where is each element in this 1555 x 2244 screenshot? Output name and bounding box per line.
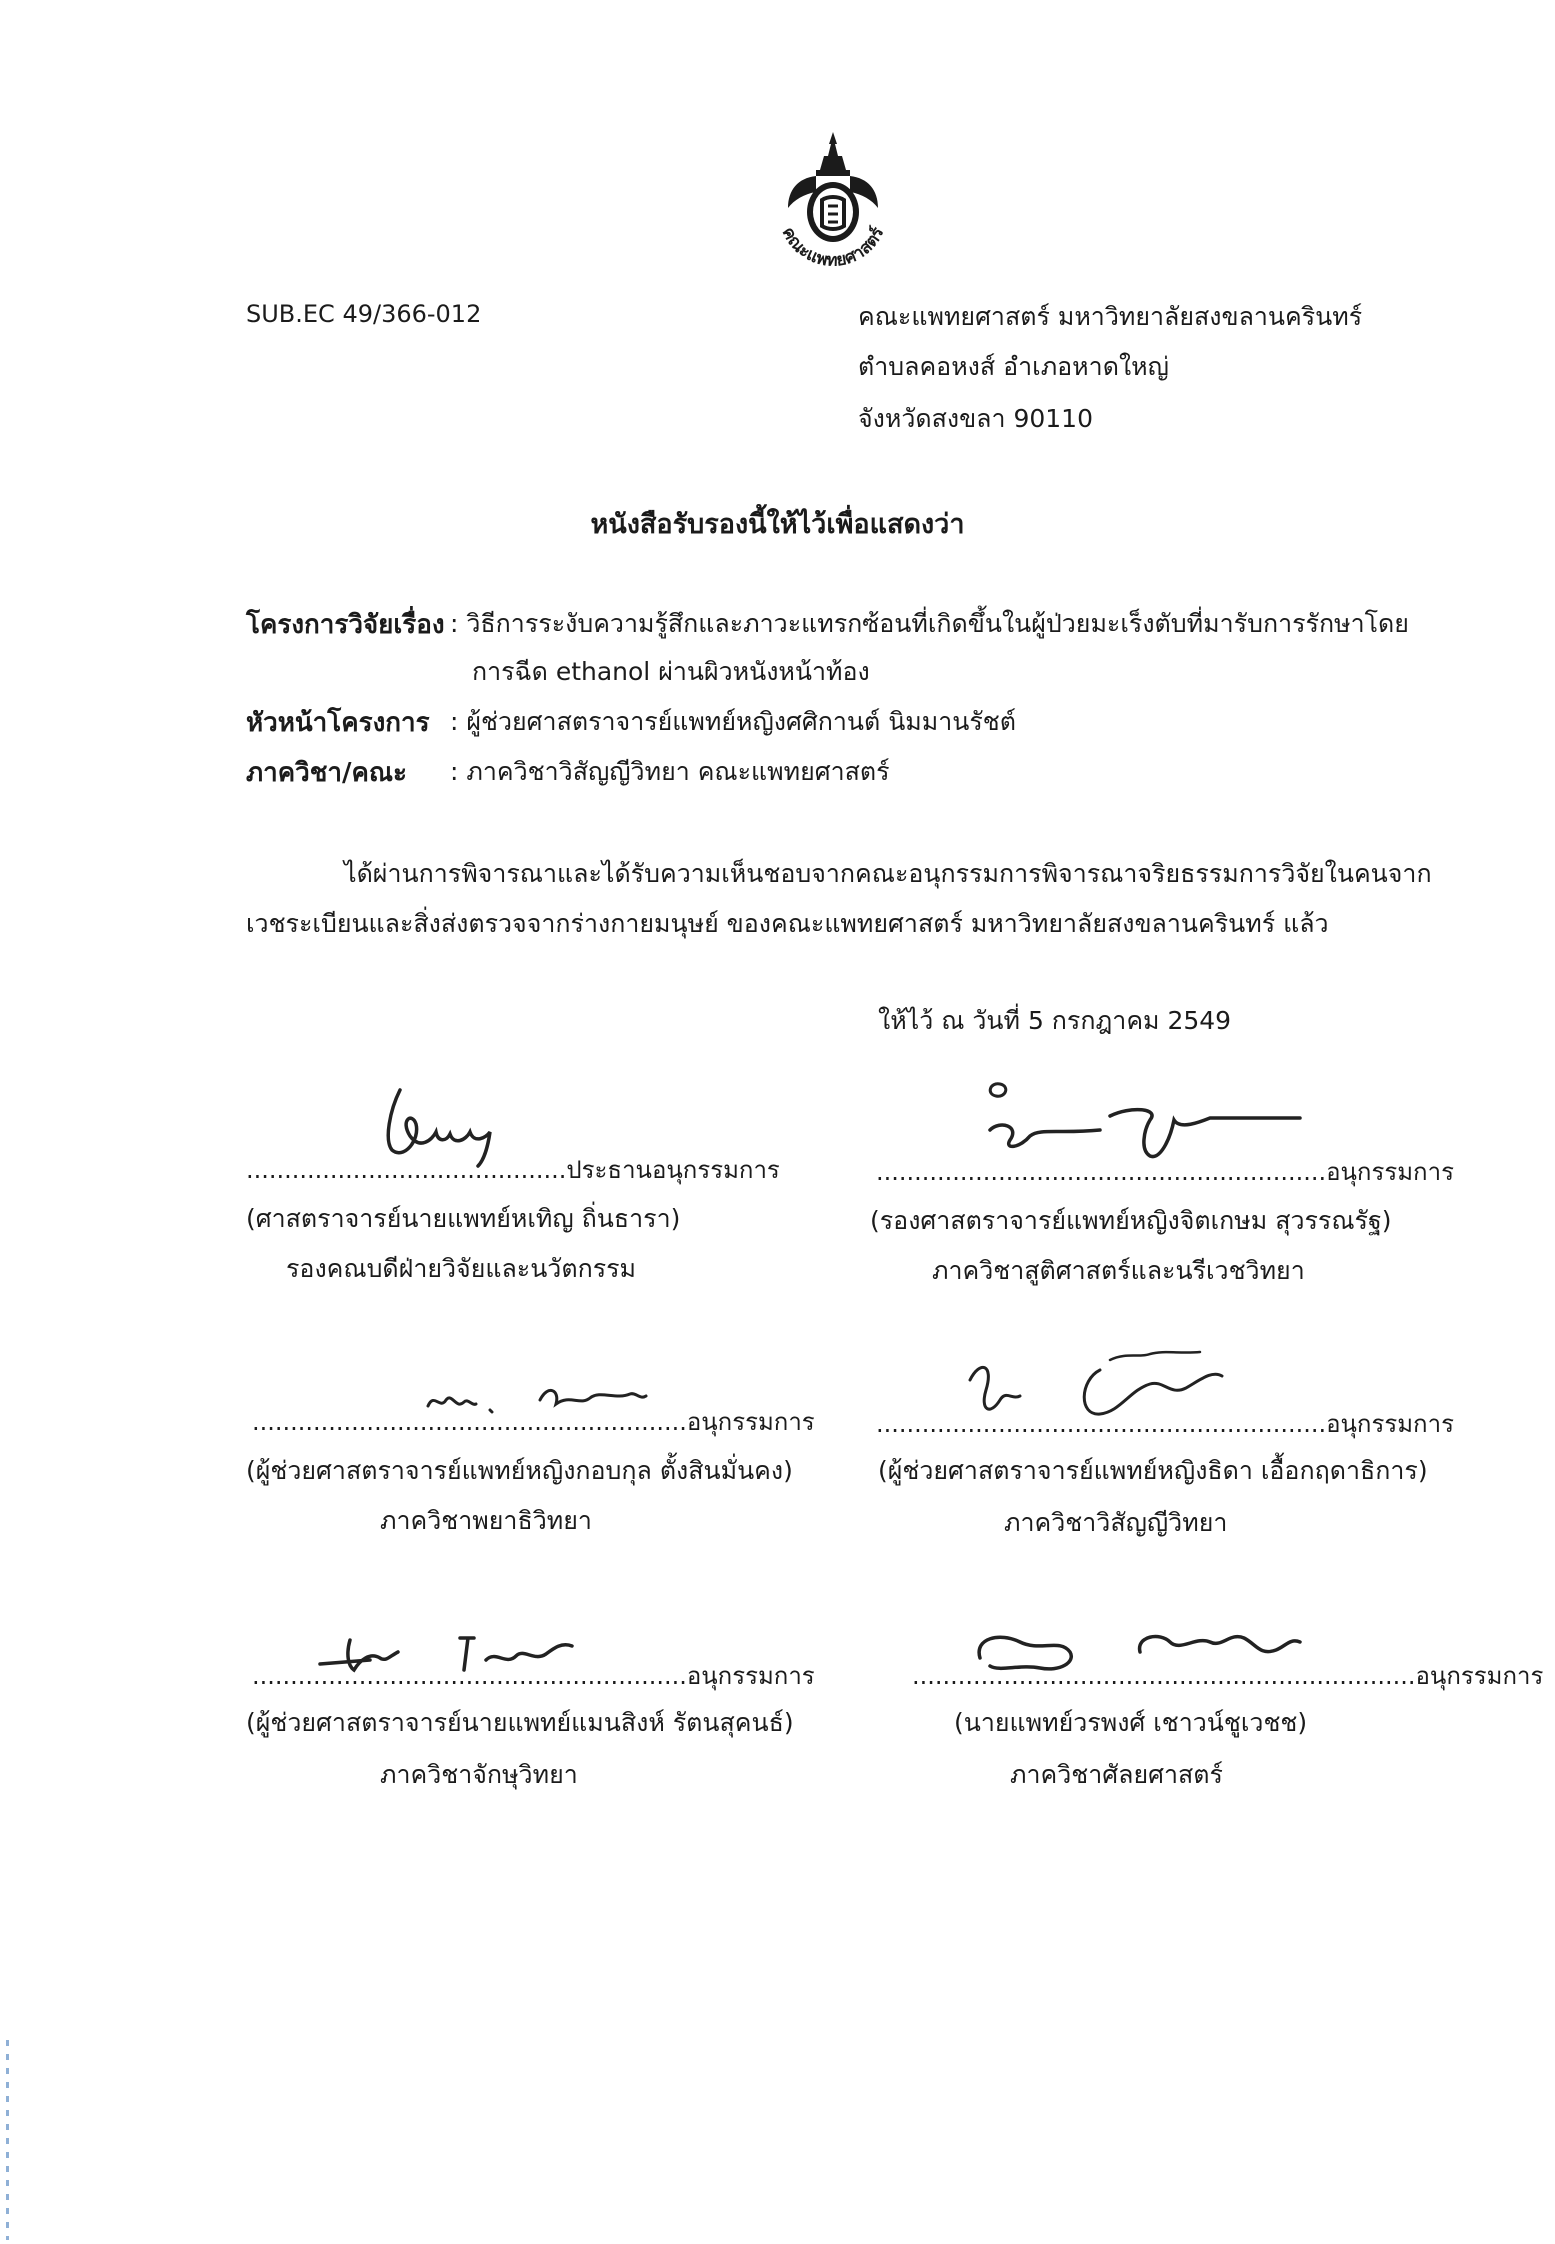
signatory-name-6: (นายแพทย์วรพงศ์ เชาวน์ชูเวชช) [954,1708,1308,1737]
signatory-position-6: ภาควิชาศัลยศาสตร์ [1010,1760,1223,1789]
address-line-3: จังหวัดสงขลา 90110 [858,404,1093,433]
project-title-label: โครงการวิจัยเรื่อง [246,610,445,640]
department-value: : ภาควิชาวิสัญญีวิทยา คณะแพทยศาสตร์ [450,757,890,786]
project-head-label: หัวหน้าโครงการ [246,708,430,738]
signature-line-2: ...........................................................อนุกรรมการ [876,1158,1454,1186]
scan-edge-artifact [6,2040,9,2240]
signature-line-6: ..................................................................อนุกรรมการ [912,1662,1544,1690]
signatory-name-3: (ผู้ช่วยศาสตราจารย์แพทย์หญิงกอบกุล ตั้งสินมั่นคง) [246,1456,793,1485]
address-line-2: ตำบลคอหงส์ อำเภอหาดใหญ่ [858,352,1169,381]
project-title-line-1: : วิธีการระงับความรู้สึกและภาวะแทรกซ้อนที่เกิดขึ้นในผู้ป่วยมะเร็งตับที่มารับการรักษาโดย [450,609,1409,638]
certificate-heading: หนังสือรับรองนี้ให้ไว้เพื่อแสดงว่า [590,509,965,540]
faculty-seal-logo [758,130,908,280]
signatory-name-2: (รองศาสตราจารย์แพทย์หญิงจิตเกษม สุวรรณรัฐ) [870,1206,1392,1235]
signature-line-chairman: ..........................................ประธานอนุกรรมการ [246,1156,780,1184]
signatory-position-5: ภาควิชาจักษุวิทยา [380,1760,578,1789]
issue-date: ให้ไว้ ณ วันที่ 5 กรกฎาคม 2549 [878,1006,1232,1035]
body-line-1: ได้ผ่านการพิจารณาและได้รับความเห็นชอบจากคณะอนุกรรมการพิจารณาจริยธรรมการวิจัยในคนจาก [344,859,1432,888]
signatory-position-1: รองคณบดีฝ่ายวิจัยและนวัตกรรม [286,1254,637,1283]
signatory-name-5: (ผู้ช่วยศาสตราจารย์นายแพทย์แมนสิงห์ รัตนสุคนธ์) [246,1708,794,1737]
svg-text:คณะแพทยศาสตร์: คณะแพทยศาสตร์ [777,224,889,271]
signatory-name-4: (ผู้ช่วยศาสตราจารย์แพทย์หญิงธิดา เอื้อกฤดาธิการ) [878,1456,1428,1485]
signatory-position-3: ภาควิชาพยาธิวิทยา [380,1506,592,1535]
department-label: ภาควิชา/คณะ [246,758,407,788]
project-title-line-2: การฉีด ethanol ผ่านผิวหนังหน้าท้อง [472,657,870,686]
signatory-position-2: ภาควิชาสูติศาสตร์และนรีเวชวิทยา [932,1256,1305,1285]
signature-line-5: .........................................................อนุกรรมการ [252,1662,815,1690]
address-line-1: คณะแพทยศาสตร์ มหาวิทยาลัยสงขลานครินทร์ [858,302,1363,331]
reference-number: SUB.EC 49/366-012 [246,300,482,328]
project-head-value: : ผู้ช่วยศาสตราจารย์แพทย์หญิงศศิกานต์ นิมมานรัชต์ [450,707,1017,736]
signatory-position-4: ภาควิชาวิสัญญีวิทยา [1004,1508,1228,1537]
body-line-2: เวชระเบียนและสิ่งส่งตรวจจากร่างกายมนุษย์ ของคณะแพทยศาสตร์ มหาวิทยาลัยสงขลานครินทร์ แล้ว [246,909,1329,938]
signatory-name-1: (ศาสตราจารย์นายแพทย์หเทิญ ถิ่นธารา) [246,1204,681,1233]
signature-line-4: ...........................................................อนุกรรมการ [876,1410,1454,1438]
signature-line-3: .........................................................อนุกรรมการ [252,1408,815,1436]
